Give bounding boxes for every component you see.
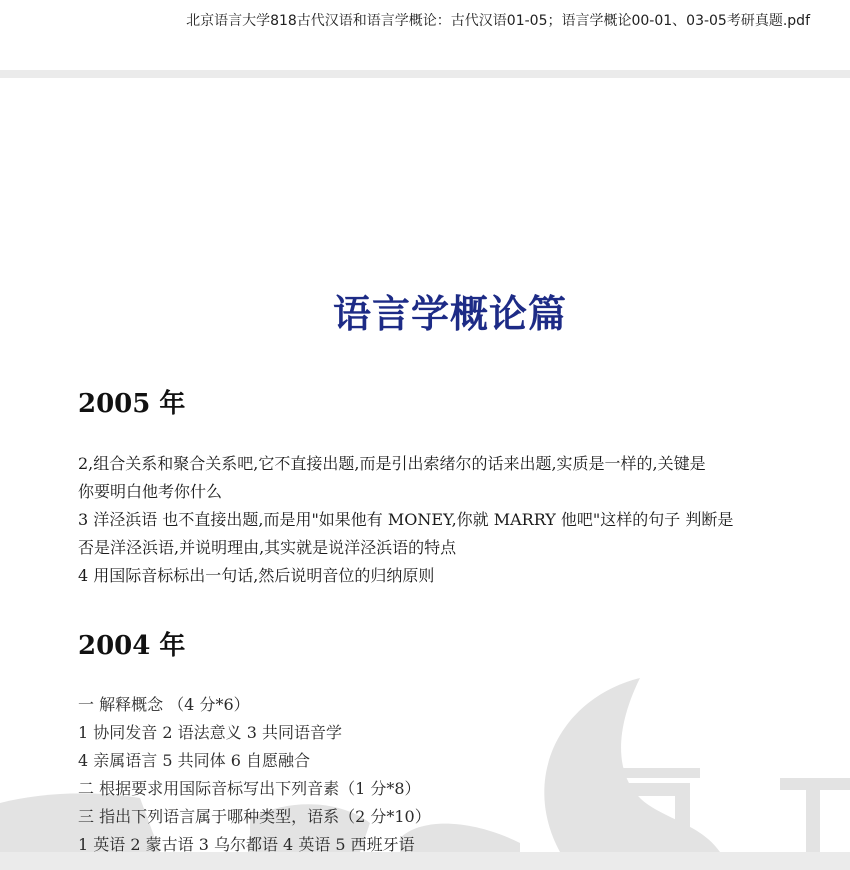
page-separator-top [0,70,850,78]
text-line: 二 根据要求用国际音标写出下列音素（1 分*8） [78,779,421,798]
document-title: 北京语言大学818古代汉语和语言学概论：古代汉语01-05；语言学概论00-01、03-05考研真题.pdf [186,13,810,29]
text-line: 一 解释概念 （4 分*6） [78,695,250,714]
paragraph-2005 [78,450,828,590]
document-header [0,0,850,70]
text-line: 4 用国际音标标出一句话,然后说明音位的归纳原则 [78,566,435,585]
year-heading-2004: 2004 年 [78,631,186,661]
text-line: 你要明白他考你什么 [78,482,223,501]
paragraph-2004 [78,691,828,852]
text-line: 4 亲属语言 5 共同体 6 自愿融合 [78,751,310,770]
text-line: 2,组合关系和聚合关系吧,它不直接出题,而是引出索绪尔的话来出题,实质是一样的,关键是 [78,454,706,473]
page-separator-bottom [0,852,850,870]
pdf-page [0,78,850,852]
year-heading-2005: 2005 年 [78,389,186,419]
text-line: 三 指出下列语言属于哪种类型，语系（2 分*10） [78,807,431,826]
text-line: 否是洋泾浜语,并说明理由,其实就是说洋泾浜语的特点 [78,538,457,557]
text-line: 1 英语 2 蒙古语 3 乌尔都语 4 英语 5 西班牙语 [78,835,415,852]
text-line: 3 洋泾浜语 也不直接出题,而是用"如果他有 MONEY,你就 MARRY 他吧"这样的句子 判断是 [78,510,734,529]
section-title: 语言学概论篇 [332,292,567,336]
text-line: 1 协同发音 2 语法意义 3 共同语音学 [78,723,342,742]
